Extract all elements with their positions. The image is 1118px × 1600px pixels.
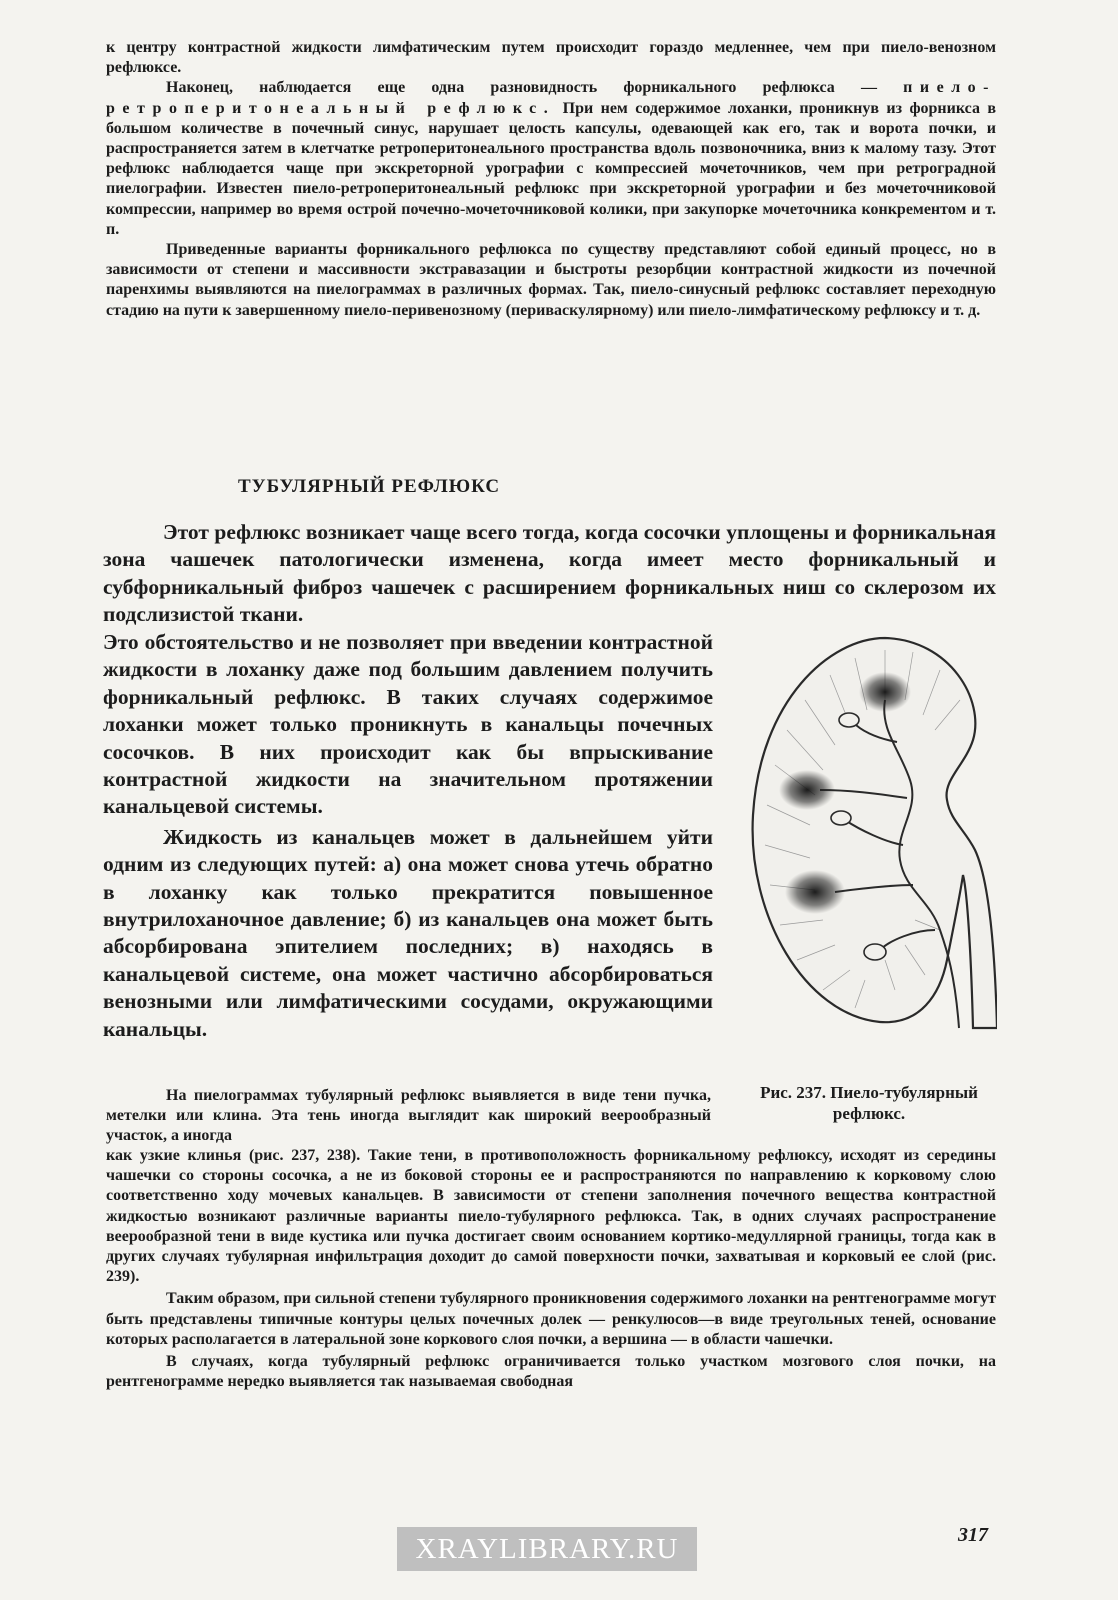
bottom-text-block [106,1146,996,1392]
page-number: 317 [958,1524,988,1546]
kidney-illustration [735,630,997,1030]
kidney-figure [735,630,997,1030]
paragraph-tubular-injection: Это обстоятельство и не позволяет при введении контрастной жидкости в лоханку даже под большим давлением получить форникальный рефлюкс. В таких случаях содержимое лоханки может только проникнуть в канальцы почечных сосочков. В них происходит как бы впрыскивание контрастной жидкости на значительном протяжении канальцевой системы. [103,630,713,819]
paragraph-body: При нем содержимое лоханки, проникнув из форникса в большом количестве в почечный синус, нарушает целость капсулы, одевающей как его, так и ворота почки, и распространяется затем в клетчатке ретроперитонеального пространства вдоль позвоночника, вниз к малому тазу. Этот рефлюкс наблюдается чаще при экскреторной урографии с компрессией мочеточников, чем при ретроградной пиелографии. Известен пиело-ретроперитонеальный рефлюкс при экскреторной урографии и без мочеточниковой компрессии, например во время острой почечно-мочеточниковой колики, при закупорке мочеточника конкрементом и т. п. [106,99,997,238]
figure-caption: Рис. 237. Пиело-тубулярный рефлюкс. [760,1083,978,1123]
paragraph-renculus: Таким образом, при сильной степени тубулярного проникновения содержимого лоханки на рентгенограмме могут быть представлены типичные контуры целых почечных долек — ренкулюсов—в виде треугольных теней, основание которых располагается в латеральной зоне коркового слоя почки, а вершина — в области чашечки. [106,1290,996,1348]
paragraph-shadow-description: как узкие клинья (рис. 237, 238). Такие тени, в противоположность форникальному рефлюксу, исходят из середины чашечки со стороны сосочка, а не из боковой стороны ее и распространяются по направлению к корковому слою соответственно ходу мочевых канальцев. В зависимости от степени заполнения почечного вещества контрастной жидкостью возникают различные варианты пиело-тубулярного рефлюкса. Так, в одних случаях распространение веерообразной тени в виде кустика или пучка достигает своим основанием кортико-медуллярной границы, тогда как в других случаях тубулярная инфильтрация доходит до самой поверхности почки, захватывая и корковый ее слой (рис. 239). [106,1147,996,1286]
paragraph-medullary-reflux: В случаях, когда тубулярный рефлюкс ограничивается только участком мозгового слоя почки, на рентгенограмме нередко выявляется так называемая свободная [106,1353,996,1391]
paragraph-fluid-pathways: Жидкость из канальцев может в дальнейшем уйти одним из следующих путей: а) она может снова утечь обратно в лоханку как только прекратится повышенное внутрилоханочное давление; б) из канальцев она может быть абсорбирована эпителием последних; в) находясь в канальцевой системе, она может частично абсорбироваться венозными или лимфатическими сосудами, окружающими канальцы. [103,824,713,1041]
section-heading: ТУБУЛЯРНЫЙ РЕФЛЮКС [238,476,501,497]
lead-paragraph: Этот рефлюкс возникает чаще всего тогда, когда сосочки уплощены и форникальная зона чашечек патологически изменена, когда имеет место форникальный и субфорникальный фиброз чашечек с расширением форникальных ниш со склерозом их подслизистой ткани. [103,520,996,627]
watermark: XRAYLIBRARY.RU [397,1527,697,1571]
paragraph-fornical-variants: Приведенные варианты форникального рефлюкса по существу представляют собой единый процесс, но в зависимости от степени и массивности экстравазации и быстроты резорбции контрастной жидкости из почечной паренхимы выявляются на пиелограммах в различных формах. Так, пиело-синусный рефлюкс составляет переходную стадию на пути к завершенному пиело-перивенозному (периваскулярному) или пиело-лимфатическому рефлюксу и т. д. [106,241,996,319]
term-pyelo-retroperitoneal: пиело-ретроперитонеальный рефлюкс. [106,79,996,117]
paragraph-lead-in: Наконец, наблюдается еще одна разновидность форникального рефлюкса — [166,79,904,97]
left-column-text [103,629,713,1043]
top-text-block [106,38,996,321]
paragraph-continuation: к центру контрастной жидкости лимфатическим путем происходит гораздо медленнее, чем при пиело-венозном рефлюксе. [106,39,996,77]
paragraph-pyelogram-shadows: На пиелограммах тубулярный рефлюкс выявляется в виде тени пучка, метелки или клина. Эта тень иногда выглядит как широкий веерообразный участок, а иногда [106,1087,711,1145]
paragraph-retroperitoneal-reflux [106,78,996,240]
